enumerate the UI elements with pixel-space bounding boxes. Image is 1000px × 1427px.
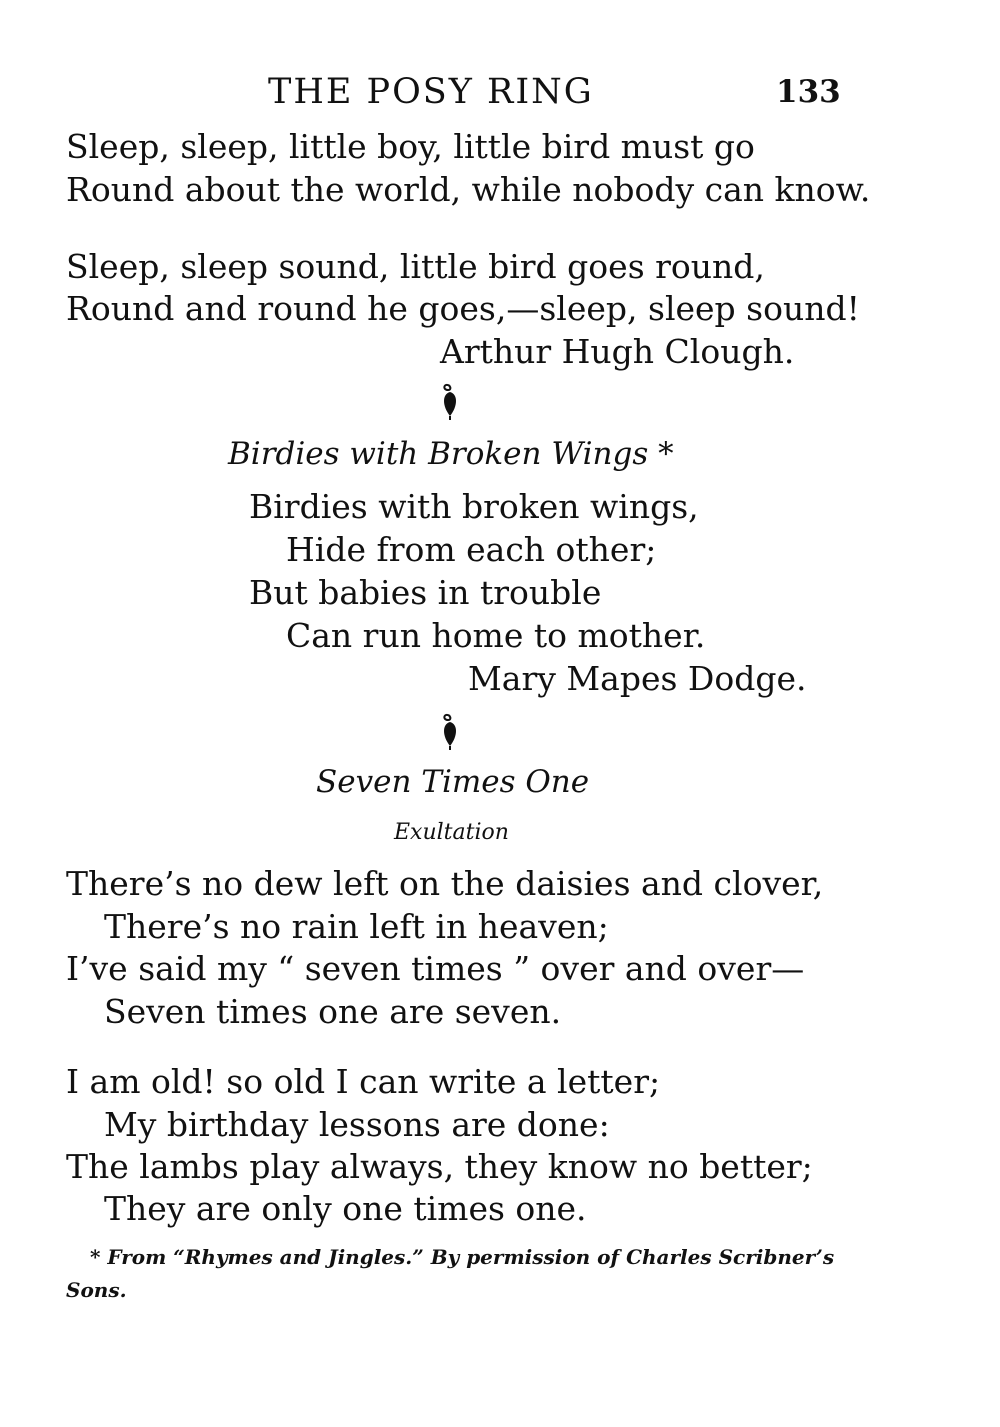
poem-title: Birdies with Broken Wings * (228, 436, 674, 472)
poem-line: Round and round he goes,—sleep, sleep sound! (66, 289, 860, 328)
poem-line: Birdies with broken wings, (249, 487, 699, 526)
poem-line: But babies in trouble (249, 573, 602, 612)
poem-line: Sleep, sleep sound, little bird goes round, (66, 247, 765, 286)
poem-line: Seven times one are seven. (104, 992, 562, 1031)
poem-line: The lambs play always, they know no better; (66, 1147, 813, 1186)
poem-line: Hide from each other; (286, 530, 657, 569)
running-header-title: THE POSY RING (268, 72, 594, 112)
footnote-continuation: Sons. (66, 1278, 127, 1302)
fleuron-icon (438, 710, 462, 750)
poem-title: Seven Times One (316, 764, 590, 800)
footnote: * From “Rhymes and Jingles.” By permission of Charles Scribner’s (90, 1245, 835, 1269)
page-number: 133 (776, 74, 841, 110)
poem-subtitle: Exultation (394, 820, 509, 845)
poem-author: Arthur Hugh Clough. (440, 332, 795, 371)
poem-line: They are only one times one. (104, 1189, 587, 1228)
poem-line: Round about the world, while nobody can know. (66, 170, 871, 209)
fleuron-icon (438, 380, 462, 420)
poem-author: Mary Mapes Dodge. (468, 659, 807, 698)
poem-line: Sleep, sleep, little boy, little bird must go (66, 127, 755, 166)
poem-line: My birthday lessons are done: (104, 1105, 610, 1144)
poem-line: There’s no dew left on the daisies and clover, (66, 864, 824, 903)
poem-line: I am old! so old I can write a letter; (66, 1062, 661, 1101)
poem-line: Can run home to mother. (286, 616, 706, 655)
poem-line: I’ve said my “ seven times ” over and over— (66, 949, 805, 988)
poem-line: There’s no rain left in heaven; (104, 907, 609, 946)
